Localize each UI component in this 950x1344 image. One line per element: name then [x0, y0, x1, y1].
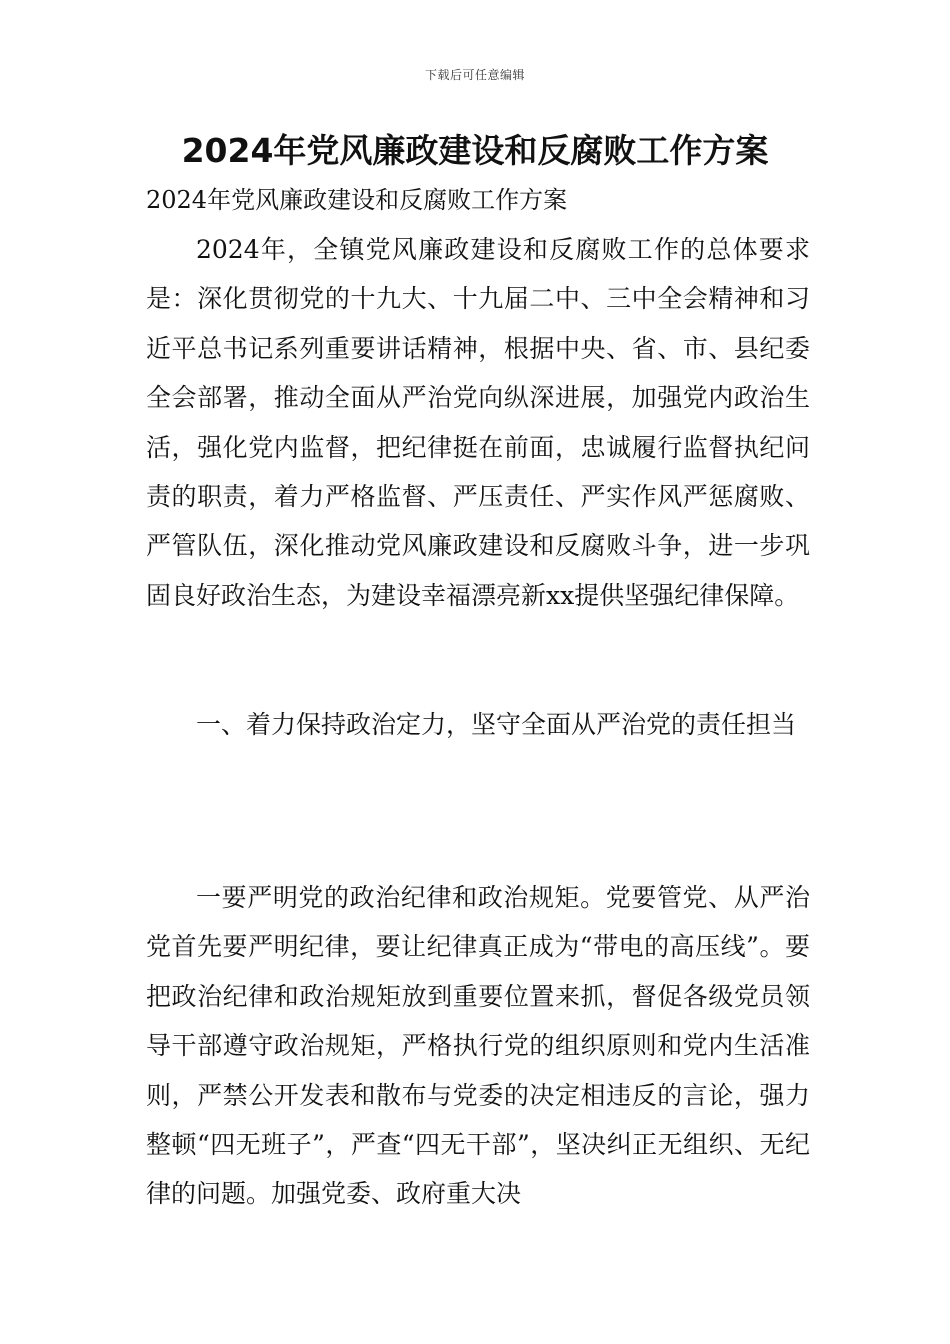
paragraph-political-discipline: 一要严明党的政治纪律和政治规矩。党要管党、从严治党首先要严明纪律，要让纪律真正成为“带电的高压线”。要把政治纪律和政治规矩放到重要位置来抓，督促各级党员领导干部遵守政治规矩，严格执行党的组织原则和党内生活准则，严禁公开发表和散布与党委的决定相违反的言论，强力整顿“四无班子”，严查“四无干部”，坚决纠正无组织、无纪律的问题。加强党委、政府重大决: [146, 883, 810, 1209]
header-note: 下载后可任意编辑: [424, 68, 525, 82]
paragraph-general-requirements: 2024年，全镇党风廉政建设和反腐败工作的总体要求是：深化贯彻党的十九大、十九届二中、三中全会精神和习近平总书记系列重要讲话精神，根据中央、省、市、县纪委全会部署，推动全面从严治党向纵深进展，加强党内政治生活，强化党内监督，把纪律挺在前面，忠诚履行监督执纪问责的职责，着力严格监督、严压责任、严实作风严惩腐败、严管队伍，深化推动党风廉政建设和反腐败斗争，进一步巩固良好政治生态，为建设幸福漂亮新xx提供坚强纪律保障。: [146, 235, 810, 610]
section-heading-1: 一、着力保持政治定力，坚守全面从严治党的责任担当: [196, 710, 797, 739]
document-title: 2024年党风廉政建设和反腐败工作方案: [181, 131, 769, 170]
document-subtitle: 2024年党风廉政建设和反腐败工作方案: [146, 186, 568, 214]
